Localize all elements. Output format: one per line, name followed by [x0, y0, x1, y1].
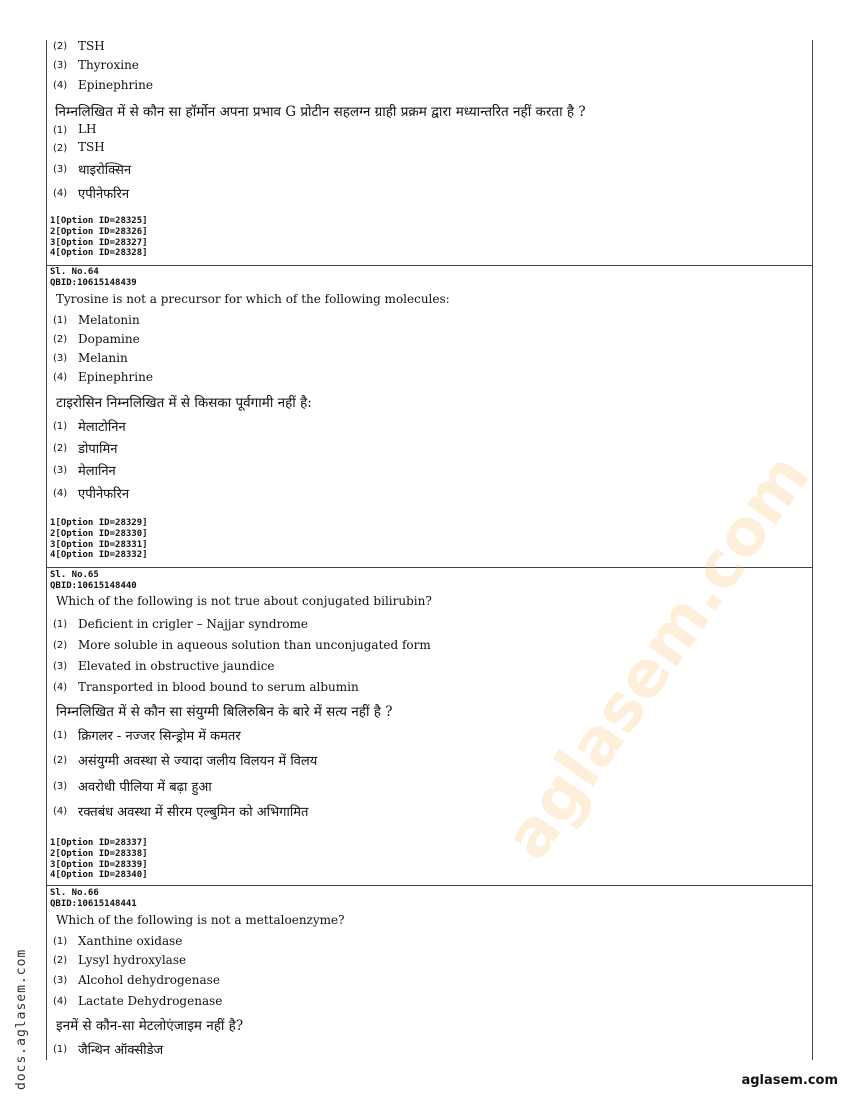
option-text: Epinephrine	[78, 370, 153, 384]
question-meta	[50, 888, 137, 909]
option-ids: 1[Option ID=28337] 2[Option ID=28338] 3[Option ID=28339] 4[Option ID=28340]	[50, 838, 148, 881]
option-number: (2)	[53, 143, 68, 154]
option-text: मेलाटोनिन	[78, 420, 126, 435]
option-ids: 1[Option ID=28329] 2[Option ID=28330] 3[Option ID=28331] 4[Option ID=28332]	[50, 518, 148, 561]
option-text: क्रिगलर - नज्जर सिन्ड्रोम में कमतर	[78, 729, 241, 744]
option-text: Elevated in obstructive jaundice	[78, 659, 275, 673]
option-text: Dopamine	[78, 332, 140, 346]
option-text: एपीनेफरिन	[78, 487, 130, 502]
option-number: (2)	[53, 955, 68, 966]
option-text: Xanthine oxidase	[78, 934, 183, 948]
option-text: असंयुग्मी अवस्था से ज्यादा जलीय विलयन में विलय	[78, 754, 318, 769]
question-meta	[50, 570, 137, 591]
serial-number: Sl. No.64	[50, 267, 99, 277]
option-number: (3)	[53, 781, 68, 792]
option-text: एपीनेफरिन	[78, 187, 130, 202]
option-text: जैन्थिन ऑक्सीडेज	[78, 1043, 164, 1058]
option-text: थाइरोक्सिन	[78, 163, 132, 178]
divider	[47, 265, 812, 266]
question-text-hindi: इनमें से कौन-सा मेटलोएंजाइम नहीं है?	[56, 1018, 244, 1034]
option-text: रक्तबंध अवस्था में सीरम एल्बुमिन को अभिगामित	[78, 805, 309, 820]
option-number: (2)	[53, 334, 68, 345]
option-text: Lactate Dehydrogenase	[78, 994, 223, 1008]
option-number: (1)	[53, 936, 68, 947]
option-number: (3)	[53, 661, 68, 672]
question-text-english: Tyrosine is not a precursor for which of the following molecules:	[56, 292, 450, 306]
option-number: (4)	[53, 188, 68, 199]
option-text: डोपामिन	[78, 442, 118, 457]
option-text: मेलानिन	[78, 464, 116, 479]
option-text: Thyroxine	[78, 58, 139, 72]
qbid: QBID:10615148441	[50, 898, 137, 909]
option-number: (3)	[53, 164, 68, 175]
option-text: Melatonin	[78, 313, 140, 327]
question-text-hindi: निम्नलिखित में से कौन सा संयुग्मी बिलिरुबिन के बारे में सत्य नहीं है ?	[56, 704, 393, 720]
option-number: (4)	[53, 80, 68, 91]
option-text: Melanin	[78, 351, 128, 365]
option-number: (4)	[53, 682, 68, 693]
brand-label: aglasem.com	[741, 1073, 838, 1088]
option-number: (2)	[53, 443, 68, 454]
option-number: (2)	[53, 640, 68, 651]
option-number: (1)	[53, 1044, 68, 1055]
option-number: (3)	[53, 60, 68, 71]
option-number: (2)	[53, 41, 68, 52]
option-ids: 1[Option ID=28325] 2[Option ID=28326] 3[Option ID=28327] 4[Option ID=28328]	[50, 216, 148, 259]
option-number: (2)	[53, 755, 68, 766]
option-number: (1)	[53, 619, 68, 630]
question-meta	[50, 267, 137, 288]
option-text: LH	[78, 122, 97, 136]
side-url: docs.aglasem.com	[14, 948, 29, 1090]
option-text: Deficient in crigler – Najjar syndrome	[78, 617, 309, 631]
option-text: अवरोधी पीलिया में बढ़ा हुआ	[78, 780, 212, 795]
option-text: TSH	[78, 39, 105, 53]
option-text: TSH	[78, 140, 105, 154]
question-text-hindi: टाइरोसिन निम्नलिखित में से किसका पूर्वगामी नहीं है:	[56, 395, 312, 411]
question-text-hindi: निम्नलिखित में से कौन सा हॉर्मोन अपना प्रभाव G प्रोटीन सहलग्न ग्राही प्रक्रम द्वारा मध्यान्तरित नहीं करता है ?	[55, 104, 586, 120]
question-text-english: Which of the following is not a mettaloenzyme?	[56, 913, 345, 927]
option-text: Lysyl hydroxylase	[78, 953, 187, 967]
divider	[47, 885, 812, 886]
watermark: aglasem.com	[491, 441, 825, 873]
option-number: (4)	[53, 806, 68, 817]
serial-number: Sl. No.65	[50, 570, 99, 580]
qbid: QBID:10615148439	[50, 277, 137, 288]
option-number: (4)	[53, 996, 68, 1007]
option-text: Transported in blood bound to serum albumin	[78, 680, 359, 694]
option-number: (3)	[53, 465, 68, 476]
serial-number: Sl. No.66	[50, 888, 99, 898]
qbid: QBID:10615148440	[50, 580, 137, 591]
option-text: Epinephrine	[78, 78, 153, 92]
option-number: (4)	[53, 488, 68, 499]
option-number: (1)	[53, 730, 68, 741]
option-text: Alcohol dehydrogenase	[78, 973, 220, 987]
option-number: (3)	[53, 353, 68, 364]
option-number: (1)	[53, 421, 68, 432]
option-number: (3)	[53, 975, 68, 986]
option-number: (4)	[53, 372, 68, 383]
option-text: More soluble in aqueous solution than unconjugated form	[78, 638, 431, 652]
option-number: (1)	[53, 125, 68, 136]
option-number: (1)	[53, 315, 68, 326]
question-text-english: Which of the following is not true about conjugated bilirubin?	[56, 594, 432, 608]
